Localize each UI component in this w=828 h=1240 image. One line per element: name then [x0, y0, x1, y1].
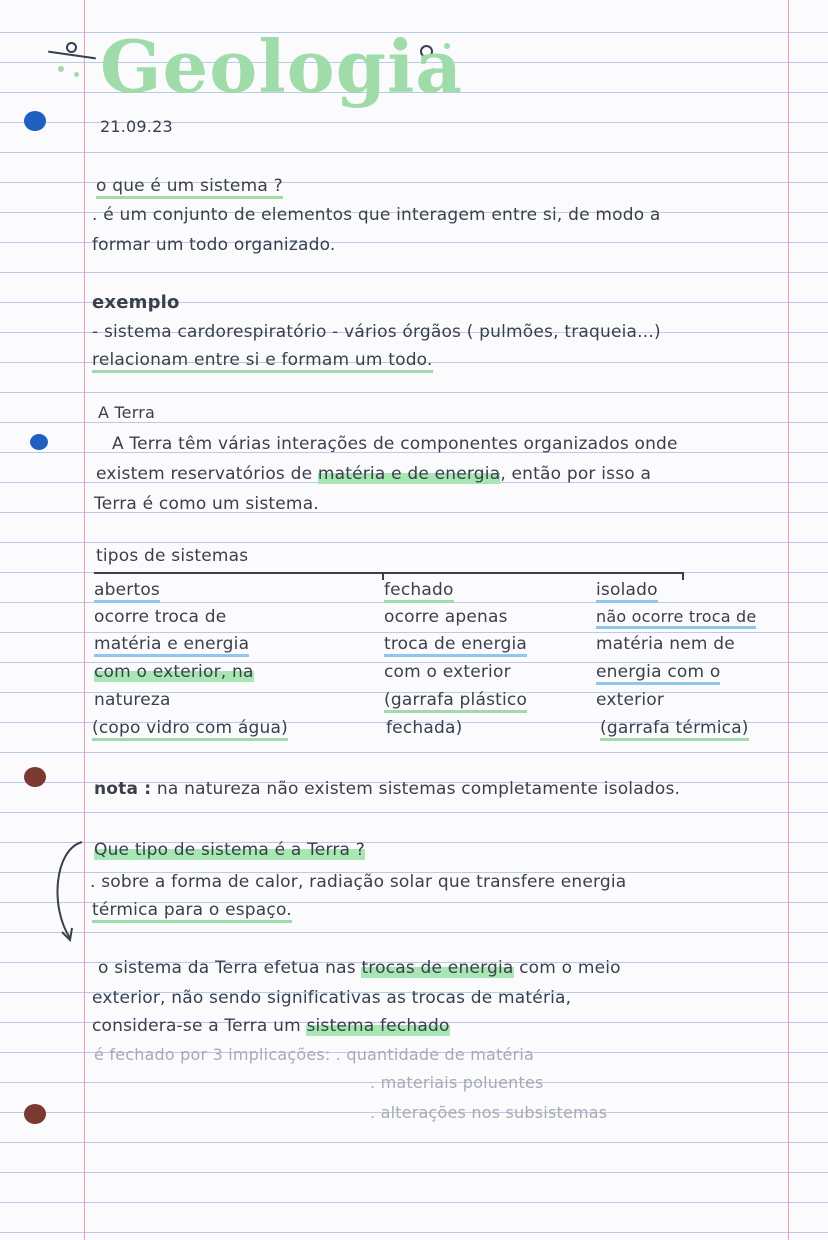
- col-abertos-header: abertos: [94, 580, 160, 603]
- conclusion-line-2: exterior, não sendo significativas as trocas de matéria,: [92, 988, 572, 1008]
- nota-label: nota :: [94, 779, 152, 799]
- table-top-rule: [94, 572, 684, 574]
- terra-line-1: A Terra têm várias interações de componentes organizados onde: [112, 434, 678, 454]
- terra-line-2: [96, 464, 651, 484]
- conclusion-line-1: [98, 958, 621, 978]
- col-isolado-line: exterior: [596, 690, 665, 710]
- table-rule-tick: [682, 572, 684, 580]
- exemplo-heading: exemplo: [92, 292, 180, 313]
- col-abertos-line: matéria e energia: [94, 634, 249, 657]
- nota: [94, 779, 680, 799]
- title-doodle-dot: [66, 42, 77, 53]
- col-fechado-header: fechado: [384, 580, 454, 603]
- right-margin-line: [788, 0, 789, 1240]
- tipos-heading: tipos de sistemas: [96, 546, 249, 566]
- conclusion-line-1-start: o sistema da Terra efetua nas: [98, 958, 362, 978]
- conclusion-line-1-end: com o meio: [513, 958, 621, 978]
- conclusion-highlight-1: trocas de energia: [361, 958, 514, 978]
- answer-2-line-2: térmica para o espaço.: [92, 900, 292, 923]
- col-abertos-line: ocorre troca de: [94, 607, 227, 627]
- terra-highlight: matéria e de energia: [317, 464, 501, 484]
- col-abertos-line: (copo vidro com água): [92, 718, 288, 741]
- col-isolado-line: matéria nem de: [596, 634, 735, 654]
- col-abertos-line: natureza: [94, 690, 171, 710]
- left-margin-line: [84, 0, 85, 1240]
- col-isolado-header: isolado: [596, 580, 658, 603]
- answer-1-line-1: . é um conjunto de elementos que interagem entre si, de modo a: [92, 205, 661, 225]
- implications-line-3: . alterações nos subsistemas: [370, 1103, 608, 1122]
- exemplo-line-1: - sistema cardorespiratório - vários órgãos ( pulmões, traqueia...): [92, 322, 661, 342]
- col-isolado-line: não ocorre troca de: [596, 607, 756, 629]
- terra-heading: A Terra: [98, 403, 156, 422]
- date: 21.09.23: [100, 117, 173, 136]
- page-title: Geologia: [100, 24, 464, 109]
- title-doodle-dot: [58, 66, 64, 72]
- binder-hole-2: [30, 434, 48, 450]
- exemplo-line-2: relacionam entre si e formam um todo.: [92, 350, 433, 373]
- col-isolado-line: (garrafa térmica): [600, 718, 749, 741]
- col-fechado-line: ocorre apenas: [384, 607, 508, 627]
- binder-hole-4: [24, 1104, 46, 1124]
- col-abertos-line: com o exterior, na: [94, 662, 254, 682]
- table-rule-tick: [382, 572, 384, 580]
- title-doodle-dot: [74, 72, 79, 77]
- implications-line-2: . materiais poluentes: [370, 1073, 544, 1092]
- implications-line-1: é fechado por 3 implicações: . quantidade de matéria: [94, 1045, 534, 1064]
- col-fechado-line: (garrafa plástico: [384, 690, 527, 713]
- conclusion-line-3: [92, 1016, 450, 1036]
- conclusion-highlight-2: sistema fechado: [306, 1016, 450, 1036]
- answer-1-line-2: formar um todo organizado.: [92, 235, 336, 255]
- col-fechado-line: com o exterior: [384, 662, 511, 682]
- terra-line-2-end: , então por isso a: [500, 464, 652, 484]
- question-1: o que é um sistema ?: [96, 176, 283, 199]
- curved-arrow-icon: [48, 838, 88, 948]
- terra-line-3: Terra é como um sistema.: [94, 494, 319, 514]
- col-fechado-line: fechada): [386, 718, 463, 738]
- col-isolado-line: energia com o: [596, 662, 720, 685]
- col-fechado-line: troca de energia: [384, 634, 527, 657]
- binder-hole-3: [24, 767, 46, 787]
- binder-hole-1: [24, 111, 46, 131]
- question-2: Que tipo de sistema é a Terra ?: [94, 840, 365, 860]
- conclusion-line-3-start: considera-se a Terra um: [92, 1016, 307, 1036]
- answer-2-line-1: . sobre a forma de calor, radiação solar que transfere energia: [90, 872, 627, 892]
- terra-line-2-start: existem reservatórios de: [96, 464, 318, 484]
- nota-text: na natureza não existem sistemas completamente isolados.: [156, 779, 681, 799]
